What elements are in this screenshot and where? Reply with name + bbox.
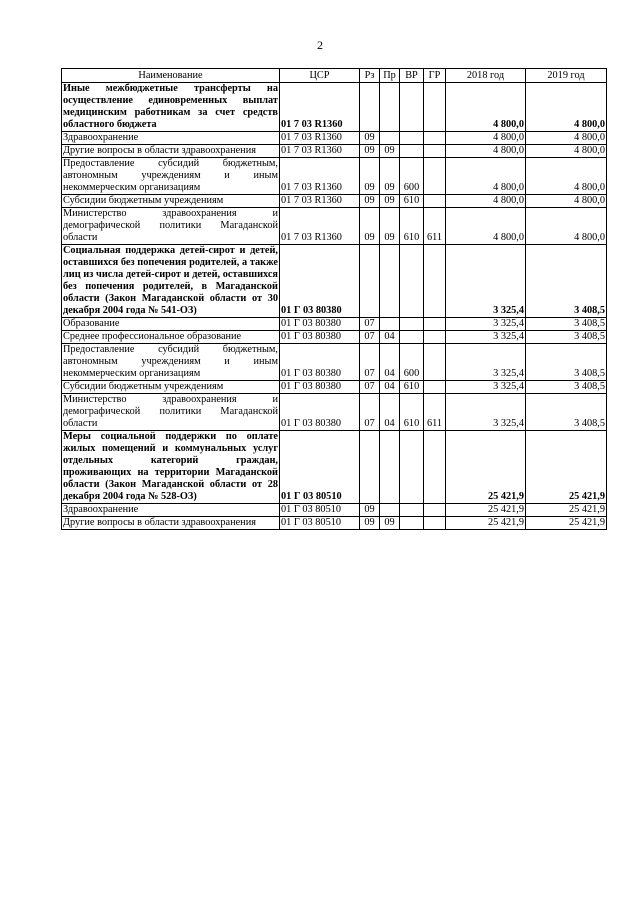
cell-vr: 600 [400, 158, 424, 195]
cell-2019: 3 408,5 [526, 394, 607, 431]
table-row [62, 195, 607, 208]
cell-rz: 09 [360, 195, 380, 208]
cell-2019: 3 408,5 [526, 331, 607, 344]
cell-2019: 3 408,5 [526, 344, 607, 381]
cell-name: Субсидии бюджетным учреждениям [62, 381, 280, 394]
cell-gr [424, 195, 446, 208]
cell-gr [424, 517, 446, 530]
cell-rz: 09 [360, 208, 380, 245]
cell-csr: 01 Г 03 80380 [280, 394, 360, 431]
cell-2018: 25 421,9 [446, 504, 526, 517]
cell-csr: 01 Г 03 80380 [280, 245, 360, 318]
table-row [62, 158, 607, 195]
cell-gr [424, 145, 446, 158]
cell-gr [424, 381, 446, 394]
cell-pr: 09 [380, 517, 400, 530]
cell-vr: 600 [400, 344, 424, 381]
cell-2019: 3 408,5 [526, 381, 607, 394]
cell-rz: 09 [360, 158, 380, 195]
cell-rz: 07 [360, 381, 380, 394]
cell-name: Другие вопросы в области здравоохранения [62, 517, 280, 530]
cell-2019: 25 421,9 [526, 504, 607, 517]
cell-pr: 09 [380, 195, 400, 208]
cell-rz: 07 [360, 394, 380, 431]
cell-csr: 01 Г 03 80510 [280, 517, 360, 530]
table-row [62, 331, 607, 344]
cell-name: Образование [62, 318, 280, 331]
cell-gr [424, 331, 446, 344]
cell-rz: 07 [360, 344, 380, 381]
cell-csr: 01 7 03 R1360 [280, 132, 360, 145]
cell-rz: 09 [360, 145, 380, 158]
cell-vr: 610 [400, 208, 424, 245]
table-row [62, 145, 607, 158]
cell-2019: 4 800,0 [526, 195, 607, 208]
cell-name: Меры социальной поддержки по оплате жилых помещений и коммунальных услуг отдельных категорий граждан, проживающих на территории Магаданской области (Закон Магаданской области от 28 декабря 2004 года № 528-ОЗ) [63, 431, 278, 502]
cell-gr [424, 245, 446, 318]
cell-gr [424, 344, 446, 381]
cell-2019: 25 421,9 [526, 517, 607, 530]
cell-2019: 4 800,0 [526, 145, 607, 158]
cell-gr [424, 83, 446, 132]
table-row [62, 318, 607, 331]
cell-name: Другие вопросы в области здравоохранения [62, 145, 280, 158]
cell-csr: 01 7 03 R1360 [280, 195, 360, 208]
table-row [62, 504, 607, 517]
header-2019: 2019 год [526, 69, 607, 83]
cell-csr: 01 7 03 R1360 [280, 145, 360, 158]
cell-name: Предоставление субсидий бюджетным, автономным учреждениям и иным некоммерческим организациям [63, 344, 278, 379]
cell-csr: 01 7 03 R1360 [280, 208, 360, 245]
table-row [62, 208, 607, 245]
cell-2018: 25 421,9 [446, 431, 526, 504]
cell-gr [424, 431, 446, 504]
cell-2018: 4 800,0 [446, 208, 526, 245]
cell-name: Здравоохранение [62, 504, 280, 517]
cell-2018: 4 800,0 [446, 83, 526, 132]
cell-name: Министерство здравоохранения и демографической политики Магаданской области [63, 394, 278, 429]
cell-rz [360, 83, 380, 132]
cell-csr: 01 7 03 R1360 [280, 83, 360, 132]
cell-gr [424, 158, 446, 195]
cell-pr [380, 132, 400, 145]
cell-2018: 3 325,4 [446, 331, 526, 344]
cell-vr: 610 [400, 381, 424, 394]
cell-2018: 3 325,4 [446, 344, 526, 381]
cell-csr: 01 Г 03 80380 [280, 331, 360, 344]
cell-pr: 04 [380, 381, 400, 394]
cell-name: Субсидии бюджетным учреждениям [62, 195, 280, 208]
cell-rz: 09 [360, 132, 380, 145]
cell-csr: 01 Г 03 80510 [280, 431, 360, 504]
cell-2019: 4 800,0 [526, 132, 607, 145]
table-row [62, 381, 607, 394]
cell-2018: 3 325,4 [446, 245, 526, 318]
cell-pr: 04 [380, 394, 400, 431]
cell-name: Иные межбюджетные трансферты на осуществление единовременных выплат медицинским работникам за счет средств областного бюджета [63, 83, 278, 130]
cell-2018: 4 800,0 [446, 132, 526, 145]
cell-csr: 01 7 03 R1360 [280, 158, 360, 195]
cell-pr [380, 504, 400, 517]
cell-vr: 610 [400, 195, 424, 208]
cell-csr: 01 Г 03 80510 [280, 504, 360, 517]
cell-csr: 01 Г 03 80380 [280, 344, 360, 381]
cell-vr [400, 504, 424, 517]
cell-gr: 611 [424, 208, 446, 245]
table-row [62, 83, 607, 132]
cell-gr: 611 [424, 394, 446, 431]
cell-csr: 01 Г 03 80380 [280, 318, 360, 331]
cell-rz: 09 [360, 517, 380, 530]
cell-pr: 04 [380, 344, 400, 381]
cell-2019: 4 800,0 [526, 158, 607, 195]
cell-vr [400, 245, 424, 318]
table-row [62, 132, 607, 145]
table-row [62, 394, 607, 431]
cell-pr: 04 [380, 331, 400, 344]
header-gr: ГР [424, 69, 446, 83]
cell-pr [380, 318, 400, 331]
cell-vr [400, 331, 424, 344]
cell-vr [400, 83, 424, 132]
cell-2018: 4 800,0 [446, 158, 526, 195]
cell-2019: 25 421,9 [526, 431, 607, 504]
cell-pr [380, 83, 400, 132]
cell-name: Здравоохранение [62, 132, 280, 145]
header-name: Наименование [62, 69, 280, 83]
cell-2018: 4 800,0 [446, 145, 526, 158]
table-row [62, 517, 607, 530]
cell-name: Министерство здравоохранения и демографической политики Магаданской области [63, 208, 278, 243]
cell-vr: 610 [400, 394, 424, 431]
cell-rz: 07 [360, 318, 380, 331]
cell-rz: 07 [360, 331, 380, 344]
cell-rz: 09 [360, 504, 380, 517]
cell-vr [400, 145, 424, 158]
header-pr: Пр [380, 69, 400, 83]
cell-vr [400, 517, 424, 530]
cell-rz [360, 431, 380, 504]
cell-name: Среднее профессиональное образование [62, 331, 280, 344]
cell-csr: 01 Г 03 80380 [280, 381, 360, 394]
header-csr: ЦСР [280, 69, 360, 83]
table-header-row [62, 69, 607, 83]
budget-table [61, 68, 607, 530]
cell-vr [400, 132, 424, 145]
cell-2018: 4 800,0 [446, 195, 526, 208]
table-row [62, 344, 607, 381]
cell-gr [424, 318, 446, 331]
cell-pr: 09 [380, 158, 400, 195]
cell-pr [380, 245, 400, 318]
table-row [62, 245, 607, 318]
cell-2019: 3 408,5 [526, 318, 607, 331]
cell-gr [424, 132, 446, 145]
cell-2019: 4 800,0 [526, 83, 607, 132]
header-2018: 2018 год [446, 69, 526, 83]
cell-2018: 3 325,4 [446, 318, 526, 331]
header-vr: ВР [400, 69, 424, 83]
cell-vr [400, 431, 424, 504]
cell-2019: 3 408,5 [526, 245, 607, 318]
table-row [62, 431, 607, 504]
cell-gr [424, 504, 446, 517]
cell-2018: 25 421,9 [446, 517, 526, 530]
page-number: 2 [317, 38, 323, 52]
cell-name: Социальная поддержка детей-сирот и детей, оставшихся без попечения родителей, а также лиц из числа детей-сирот и детей, оставшихся без попечения родителей, в Магаданской области (Закон Магаданской области от 30 декабря 2004 года № 541-ОЗ) [63, 245, 278, 316]
cell-pr: 09 [380, 208, 400, 245]
cell-pr [380, 431, 400, 504]
header-rz: Рз [360, 69, 380, 83]
cell-2018: 3 325,4 [446, 394, 526, 431]
cell-2019: 4 800,0 [526, 208, 607, 245]
cell-pr: 09 [380, 145, 400, 158]
cell-vr [400, 318, 424, 331]
cell-2018: 3 325,4 [446, 381, 526, 394]
cell-name: Предоставление субсидий бюджетным, автономным учреждениям и иным некоммерческим организациям [63, 158, 278, 193]
cell-rz [360, 245, 380, 318]
